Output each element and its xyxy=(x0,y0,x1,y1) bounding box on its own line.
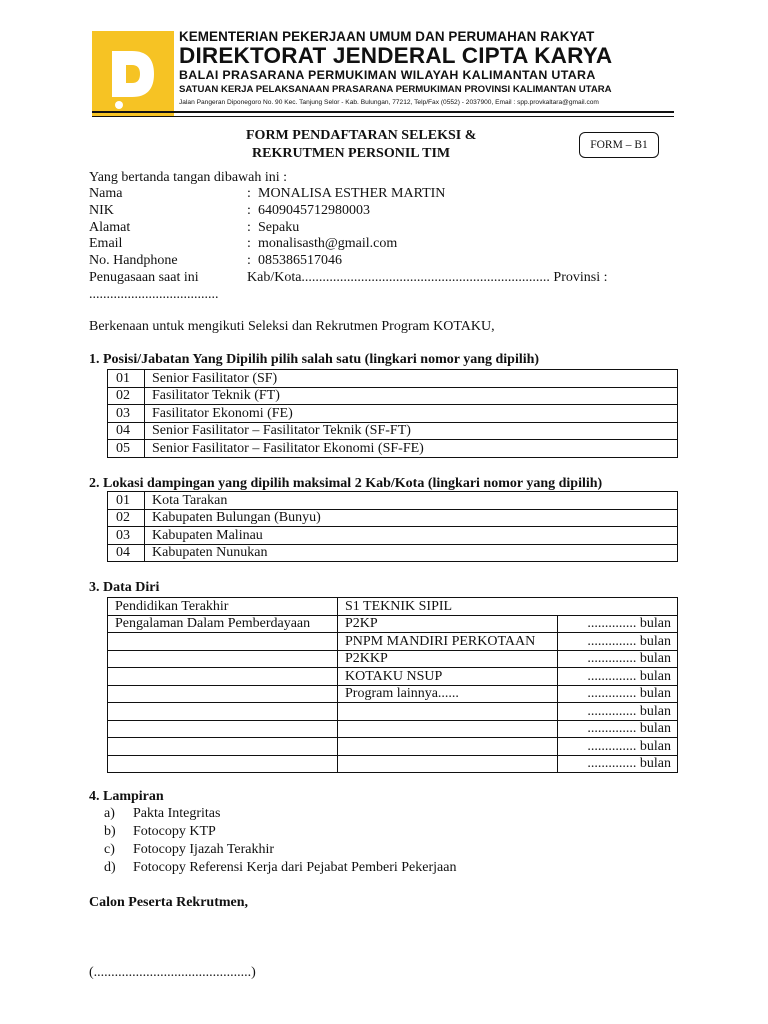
identity-sep: : xyxy=(247,236,251,251)
option-number[interactable]: 04 xyxy=(108,544,145,562)
attachment-item: Fotocopy Referensi Kerja dari Pejabat Pemberi Pekerjaan xyxy=(133,860,457,875)
address-value[interactable]: Sepaku xyxy=(258,220,300,235)
option-number[interactable]: 02 xyxy=(108,387,145,405)
experience-duration[interactable]: .............. bulan xyxy=(558,720,678,738)
experience-program[interactable]: P2KP xyxy=(338,615,558,633)
assignment-continuation[interactable]: ..................................... xyxy=(89,287,219,302)
table-row[interactable] xyxy=(108,509,678,527)
identity-sep: : xyxy=(247,186,251,201)
letterhead-address: Jalan Pangeran Diponegoro No. 90 Kec. Tanjung Selor - Kab. Bulungan, 77212, Telp/Fax (0552) - 2037900, Email : spp.provkaltara@gmail.com xyxy=(179,99,599,106)
experience-duration[interactable]: .............. bulan xyxy=(558,738,678,756)
identity-label: No. Handphone xyxy=(89,253,178,268)
empty-cell xyxy=(108,703,338,721)
identity-sep: : xyxy=(247,220,251,235)
option-number[interactable]: 04 xyxy=(108,422,145,440)
section4-heading: 4. Lampiran xyxy=(89,789,164,804)
attachment-marker: a) xyxy=(104,806,115,821)
experience-duration[interactable]: .............. bulan xyxy=(558,668,678,686)
table-row[interactable] xyxy=(108,422,678,440)
option-number[interactable]: 05 xyxy=(108,440,145,458)
table-row xyxy=(108,598,678,616)
table-row[interactable] xyxy=(108,440,678,458)
attachment-item: Pakta Integritas xyxy=(133,806,221,821)
identity-sep: : xyxy=(247,253,251,268)
form-code-badge: FORM – B1 xyxy=(579,132,659,158)
experience-program[interactable] xyxy=(338,720,558,738)
experience-duration[interactable]: .............. bulan xyxy=(558,703,678,721)
experience-program[interactable]: P2KKP xyxy=(338,650,558,668)
option-text: Kabupaten Nunukan xyxy=(145,544,678,562)
education-label: Pendidikan Terakhir xyxy=(108,598,338,616)
option-text: Kota Tarakan xyxy=(145,492,678,510)
experience-duration[interactable]: .............. bulan xyxy=(558,633,678,651)
experience-program[interactable] xyxy=(338,755,558,773)
attachment-marker: c) xyxy=(104,842,115,857)
empty-cell xyxy=(108,755,338,773)
assignment-value[interactable]: Kab/Kota....................................................................... Provinsi : xyxy=(247,270,608,285)
table-row xyxy=(108,633,678,651)
table-row[interactable] xyxy=(108,492,678,510)
option-text: Fasilitator Teknik (FT) xyxy=(145,387,678,405)
table-row[interactable] xyxy=(108,405,678,423)
identity-label: NIK xyxy=(89,203,114,218)
empty-cell xyxy=(108,633,338,651)
table-row[interactable] xyxy=(108,544,678,562)
option-number[interactable]: 03 xyxy=(108,405,145,423)
option-text: Senior Fasilitator – Fasilitator Teknik (SF-FT) xyxy=(145,422,678,440)
experience-duration[interactable]: .............. bulan xyxy=(558,615,678,633)
section3-heading: 3. Data Diri xyxy=(89,580,160,595)
purpose-text: Berkenaan untuk mengikuti Seleksi dan Rekrutmen Program KOTAKU, xyxy=(89,319,495,334)
option-text: Senior Fasilitator (SF) xyxy=(145,370,678,388)
option-number[interactable]: 01 xyxy=(108,492,145,510)
letterhead-unit: SATUAN KERJA PELAKSANAAN PRASARANA PERMUKIMAN PROVINSI KALIMANTAN UTARA xyxy=(179,84,612,95)
table-row xyxy=(108,755,678,773)
option-text: Kabupaten Bulungan (Bunyu) xyxy=(145,509,678,527)
experience-program[interactable]: PNPM MANDIRI PERKOTAAN xyxy=(338,633,558,651)
nik-value[interactable]: 6409045712980003 xyxy=(258,203,370,218)
phone-value[interactable]: 085386517046 xyxy=(258,253,342,268)
option-text: Senior Fasilitator – Fasilitator Ekonomi (SF-FE) xyxy=(145,440,678,458)
identity-label: Alamat xyxy=(89,220,131,235)
empty-cell xyxy=(108,668,338,686)
education-value[interactable]: S1 TEKNIK SIPIL xyxy=(338,598,678,616)
form-title-line2: REKRUTMEN PERSONIL TIM xyxy=(252,146,451,161)
table-row xyxy=(108,685,678,703)
ministry-logo-icon xyxy=(92,31,174,117)
table-row xyxy=(108,703,678,721)
option-text: Kabupaten Malinau xyxy=(145,527,678,545)
empty-cell xyxy=(108,685,338,703)
option-number[interactable]: 03 xyxy=(108,527,145,545)
identity-sep: : xyxy=(247,203,251,218)
table-row xyxy=(108,615,678,633)
letterhead-rule-thick xyxy=(92,111,674,113)
attachment-item: Fotocopy KTP xyxy=(133,824,216,839)
option-number[interactable]: 02 xyxy=(108,509,145,527)
section2-heading: 2. Lokasi dampingan yang dipilih maksimal 2 Kab/Kota (lingkari nomor yang dipilih) xyxy=(89,476,603,491)
closing-text: Calon Peserta Rekrutmen, xyxy=(89,895,249,910)
experience-program[interactable] xyxy=(338,738,558,756)
letterhead-directorate: DIREKTORAT JENDERAL CIPTA KARYA xyxy=(179,43,613,68)
signature-line[interactable]: (.............................................) xyxy=(89,965,256,980)
letterhead-ministry: KEMENTERIAN PEKERJAAN UMUM DAN PERUMAHAN RAKYAT xyxy=(179,29,595,44)
assignment-label: Penugasaan saat ini xyxy=(89,270,199,285)
email-value[interactable]: monalisasth@gmail.com xyxy=(258,236,398,251)
positions-table xyxy=(107,369,678,458)
table-row xyxy=(108,738,678,756)
identity-label: Nama xyxy=(89,186,123,201)
table-row[interactable] xyxy=(108,527,678,545)
table-row xyxy=(108,720,678,738)
table-row[interactable] xyxy=(108,370,678,388)
experience-duration[interactable]: .............. bulan xyxy=(558,685,678,703)
personal-data-table xyxy=(107,597,678,773)
letterhead-rule-thin xyxy=(92,116,674,117)
experience-program[interactable]: KOTAKU NSUP xyxy=(338,668,558,686)
empty-cell xyxy=(108,738,338,756)
table-row[interactable] xyxy=(108,387,678,405)
attachment-marker: b) xyxy=(104,824,116,839)
experience-program[interactable] xyxy=(338,703,558,721)
letterhead-office: BALAI PRASARANA PERMUKIMAN WILAYAH KALIMANTAN UTARA xyxy=(179,68,596,82)
empty-cell xyxy=(108,650,338,668)
identity-label: Email xyxy=(89,236,123,251)
option-text: Fasilitator Ekonomi (FE) xyxy=(145,405,678,423)
experience-label: Pengalaman Dalam Pemberdayaan xyxy=(108,615,338,633)
locations-table xyxy=(107,491,678,562)
attachment-item: Fotocopy Ijazah Terakhir xyxy=(133,842,275,857)
table-row xyxy=(108,668,678,686)
experience-duration[interactable]: .............. bulan xyxy=(558,755,678,773)
experience-duration[interactable]: .............. bulan xyxy=(558,650,678,668)
section1-heading: 1. Posisi/Jabatan Yang Dipilih pilih salah satu (lingkari nomor yang dipilih) xyxy=(89,352,540,367)
name-value[interactable]: MONALISA ESTHER MARTIN xyxy=(258,186,446,201)
form-title-line1: FORM PENDAFTARAN SELEKSI & xyxy=(246,128,477,143)
empty-cell xyxy=(108,720,338,738)
option-number[interactable]: 01 xyxy=(108,370,145,388)
table-row xyxy=(108,650,678,668)
experience-program[interactable]: Program lainnya...... xyxy=(338,685,558,703)
attachment-marker: d) xyxy=(104,860,116,875)
intro-text: Yang bertanda tangan dibawah ini : xyxy=(89,170,288,185)
